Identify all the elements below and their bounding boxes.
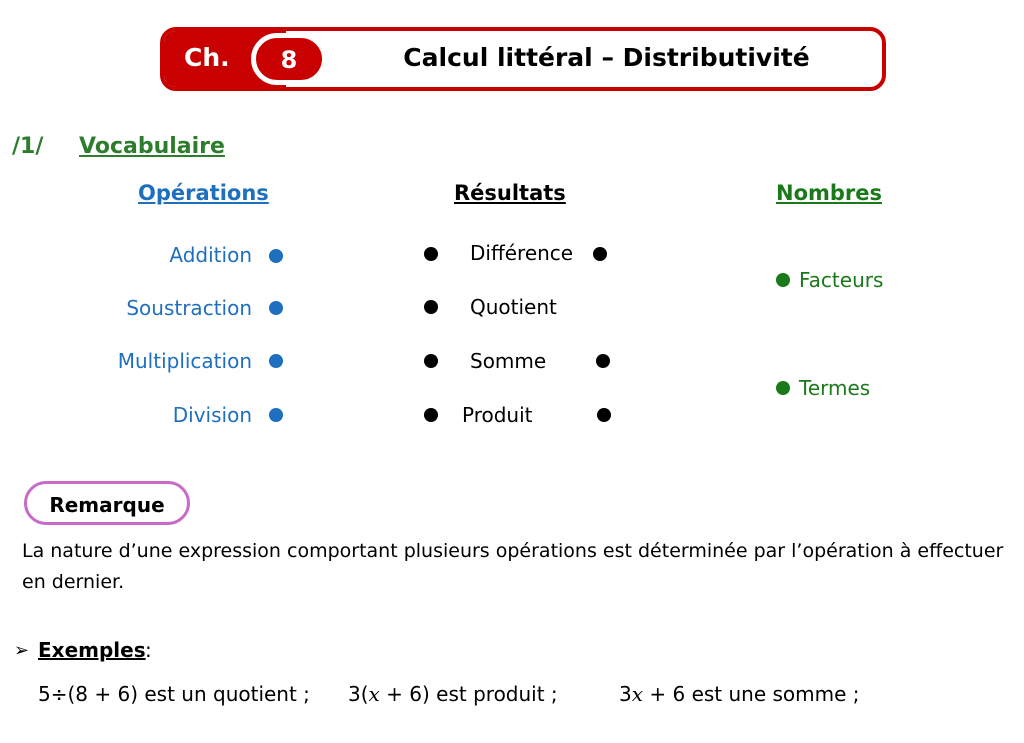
exemples-title: Exemples <box>38 638 146 662</box>
resultat-produit: Produit <box>462 403 533 427</box>
section-title: Vocabulaire <box>79 134 225 159</box>
example-variable: x <box>631 682 644 706</box>
example-somme <box>619 682 860 706</box>
remarque-label: Remarque <box>49 493 165 517</box>
remarque-box <box>24 481 190 525</box>
resultat-right-dot-produit[interactable] <box>597 408 611 422</box>
nombre-facteurs: Facteurs <box>799 268 884 292</box>
example-text: 3 <box>619 682 632 706</box>
section-number: /1/ <box>12 134 44 159</box>
chapter-label: Ch. <box>184 43 230 72</box>
remarque-text: La nature d’une expression comportant plusieurs opérations est déterminée par l’opération à effectuer en dernier. <box>22 540 1004 593</box>
nombre-termes: Termes <box>799 376 871 400</box>
resultat-right-dot-somme[interactable] <box>596 354 610 368</box>
operation-multiplication: Multiplication <box>117 349 252 373</box>
chapter-number: 8 <box>280 46 298 74</box>
example-text: + 6) est produit ; <box>379 682 558 706</box>
operations-header: Opérations <box>138 181 269 205</box>
operation-dot-soustraction[interactable] <box>269 301 283 315</box>
resultat-left-dot-produit[interactable] <box>424 408 438 422</box>
operation-division: Division <box>172 403 252 427</box>
nombres-header: Nombres <box>776 181 883 205</box>
chapter-title: Calcul littéral – Distributivité <box>403 43 810 72</box>
nombre-dot-termes[interactable] <box>776 381 790 395</box>
resultat-quotient: Quotient <box>470 295 557 319</box>
resultat-right-dot-difference[interactable] <box>593 247 607 261</box>
chapter-banner <box>160 27 886 91</box>
resultat-difference: Différence <box>470 241 574 265</box>
operation-addition: Addition <box>169 243 252 267</box>
operation-soustraction: Soustraction <box>126 296 252 320</box>
example-variable: x <box>368 682 380 706</box>
operation-dot-multiplication[interactable] <box>269 354 283 368</box>
resultat-left-dot-somme[interactable] <box>424 354 438 368</box>
example-quotient <box>38 682 310 706</box>
example-produit <box>348 682 558 706</box>
operation-dot-division[interactable] <box>269 408 283 422</box>
resultat-left-dot-difference[interactable] <box>424 247 438 261</box>
chapter-number-badge <box>251 33 327 85</box>
example-text: 3( <box>348 682 369 706</box>
resultat-left-dot-quotient[interactable] <box>424 300 438 314</box>
resultat-somme: Somme <box>470 349 547 373</box>
example-text: + 6 est une somme ; <box>643 682 860 706</box>
bullet-arrow-icon: ➢ <box>14 640 30 661</box>
operation-dot-addition[interactable] <box>269 249 283 263</box>
resultats-header: Résultats <box>454 181 566 205</box>
nombre-dot-facteurs[interactable] <box>776 273 790 287</box>
exemples-colon: : <box>145 638 152 662</box>
example-text: 5÷(8 + 6) est un quotient ; <box>38 682 310 706</box>
